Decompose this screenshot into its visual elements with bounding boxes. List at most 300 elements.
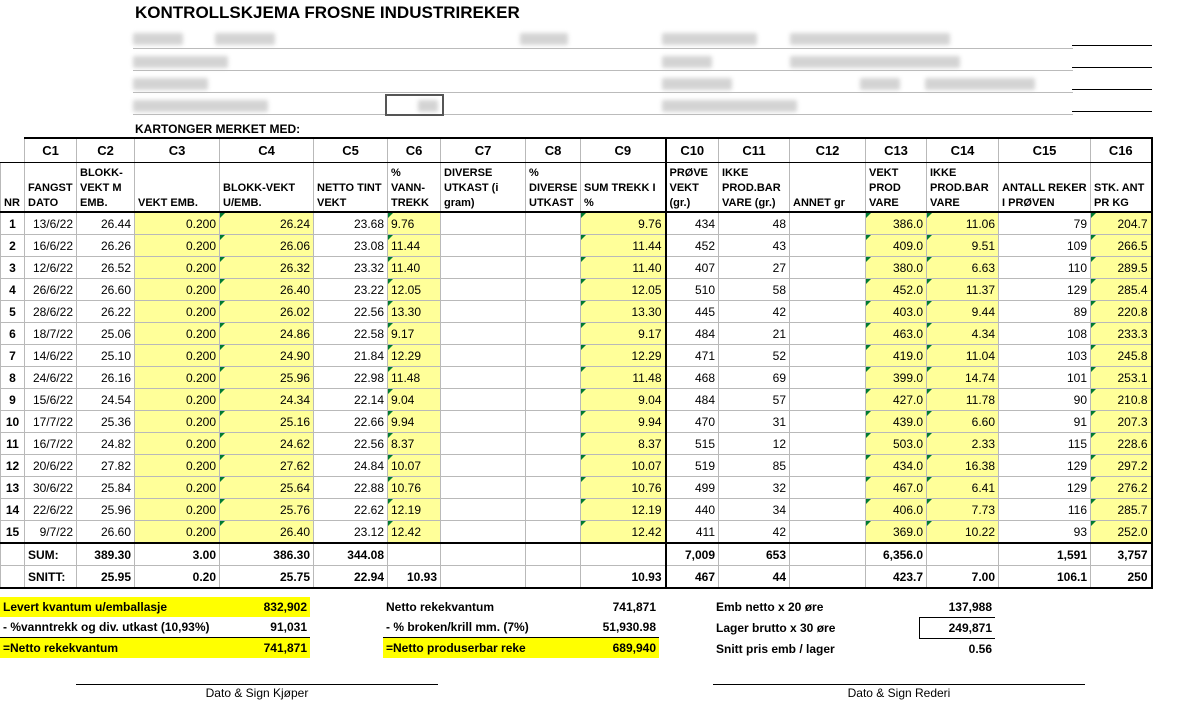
- cell-c4: 24.90: [220, 345, 314, 367]
- table-row: [1, 477, 1152, 499]
- cell-c15: 1,591: [999, 543, 1091, 566]
- sign-line-buyer: [76, 684, 438, 685]
- cell-c2: 389.30: [77, 543, 135, 566]
- header-sum-trekk: SUM TREKK I %: [581, 163, 666, 213]
- header-diverse-utkast: DIVERSE UTKAST (i gram): [441, 163, 526, 213]
- cell-c1: 22/6/22: [25, 499, 77, 521]
- table-row: [1, 389, 1152, 411]
- cell-c12: [790, 477, 866, 499]
- cell-c3: 0.200: [135, 212, 220, 235]
- summary-value: 741,871: [226, 638, 310, 659]
- cell-c16: 276.2: [1091, 477, 1152, 499]
- cell-c11: 43: [719, 235, 790, 257]
- row-number: 10: [1, 411, 25, 433]
- cell-c13: 409.0: [866, 235, 927, 257]
- cell-c14: 6.63: [927, 257, 999, 279]
- cell-c13: 463.0: [866, 323, 927, 345]
- cell-c15: 129: [999, 279, 1091, 301]
- cell-c8: [526, 455, 581, 477]
- summary-label: Emb netto x 20 øre: [716, 600, 824, 615]
- cell-c15: 101: [999, 367, 1091, 389]
- cell-c7: [441, 433, 526, 455]
- header-blokkvekt-u-emb: BLOKK-VEKT U/EMB.: [220, 163, 314, 213]
- table-row: [1, 235, 1152, 257]
- cell-c1: SNITT:: [25, 566, 77, 589]
- cell-c14: 11.78: [927, 389, 999, 411]
- cell-c3: 0.200: [135, 521, 220, 544]
- cell-c1: 16/6/22: [25, 235, 77, 257]
- cell-c1: 26/6/22: [25, 279, 77, 301]
- cell-c7: [441, 279, 526, 301]
- cell-c11: 34: [719, 499, 790, 521]
- cell-c1: 17/7/22: [25, 411, 77, 433]
- cell-c3: 0.200: [135, 477, 220, 499]
- cell-c13: 6,356.0: [866, 543, 927, 566]
- cell-c7: [441, 345, 526, 367]
- cell-c8: [526, 257, 581, 279]
- cell-c4: 25.75: [220, 566, 314, 589]
- cell-c9: 10.76: [581, 477, 666, 499]
- cell-c5: 23.68: [314, 212, 388, 235]
- header-netto-tint-vekt: NETTO TINT VEKT: [314, 163, 388, 213]
- cell-c11: 44: [719, 566, 790, 589]
- col-code: C13: [866, 138, 927, 163]
- cell-c10: 445: [666, 301, 719, 323]
- cell-c7: [441, 257, 526, 279]
- summary-label: Snitt pris emb / lager: [716, 641, 835, 656]
- cell-c13: 452.0: [866, 279, 927, 301]
- cell-c2: 26.22: [77, 301, 135, 323]
- cell-c2: 24.82: [77, 433, 135, 455]
- row-number: 14: [1, 499, 25, 521]
- cell-c4: 24.86: [220, 323, 314, 345]
- cell-c16: 245.8: [1091, 345, 1152, 367]
- cell-c14: 14.74: [927, 367, 999, 389]
- cell-c6: 9.76: [388, 212, 441, 235]
- col-code: C11: [719, 138, 790, 163]
- table-row: [1, 433, 1152, 455]
- sign-line-shipowner: [713, 684, 1085, 685]
- cell-c12: [790, 301, 866, 323]
- cell-c1: 20/6/22: [25, 455, 77, 477]
- cell-c4: 27.62: [220, 455, 314, 477]
- cell-c12: [790, 367, 866, 389]
- cell-c3: 0.200: [135, 367, 220, 389]
- col-code: C1: [25, 138, 77, 163]
- cell-c12: [790, 323, 866, 345]
- cell-c5: 23.08: [314, 235, 388, 257]
- cartons-marked-label: KARTONGER MERKET MED:: [135, 122, 301, 136]
- cell-c15: 106.1: [999, 566, 1091, 589]
- cell-c6: 11.40: [388, 257, 441, 279]
- cell-c11: 31: [719, 411, 790, 433]
- cell-c13: 423.7: [866, 566, 927, 589]
- cell-c16: 207.3: [1091, 411, 1152, 433]
- cell-c10: 484: [666, 323, 719, 345]
- summary-label: Lager brutto x 30 øre: [716, 621, 836, 635]
- cell-c12: [790, 566, 866, 589]
- col-code: C10: [666, 138, 719, 163]
- cell-c9: 8.37: [581, 433, 666, 455]
- table-row: [1, 323, 1152, 345]
- cell-c8: [526, 499, 581, 521]
- cell-c13: 386.0: [866, 212, 927, 235]
- sign-shipowner-label: Dato & Sign Rederi: [847, 686, 951, 700]
- cell-c5: 22.98: [314, 367, 388, 389]
- cell-c12: [790, 257, 866, 279]
- cell-c1: 28/6/22: [25, 301, 77, 323]
- table-row: [1, 212, 1152, 235]
- row-number: 13: [1, 477, 25, 499]
- page-title: KONTROLLSKJEMA FROSNE INDUSTRIREKER: [135, 3, 520, 22]
- col-code: C6: [388, 138, 441, 163]
- average-row: [1, 566, 1152, 589]
- cell-c12: [790, 455, 866, 477]
- cell-c12: [790, 389, 866, 411]
- header-blokkvekt-m-emb: BLOKK-VEKT M EMB.: [77, 163, 135, 213]
- cell-c16: 233.3: [1091, 323, 1152, 345]
- cell-c15: 109: [999, 235, 1091, 257]
- cell-c10: 471: [666, 345, 719, 367]
- cell-c5: 344.08: [314, 543, 388, 566]
- cell-c6: [388, 543, 441, 566]
- summary-label: =Netto produserbar reke: [383, 638, 569, 659]
- cell-c13: 399.0: [866, 367, 927, 389]
- cell-c11: 48: [719, 212, 790, 235]
- control-table: [0, 137, 1153, 589]
- cell-c8: [526, 301, 581, 323]
- cell-c8: [526, 566, 581, 589]
- cell-c1: SUM:: [25, 543, 77, 566]
- row-number: 2: [1, 235, 25, 257]
- table-row: [1, 345, 1152, 367]
- cell-c2: 25.95: [77, 566, 135, 589]
- header-ikke-prodbar-vare: IKKE PROD.BAR VARE: [927, 163, 999, 213]
- cell-c9: 12.05: [581, 279, 666, 301]
- column-header-row: [1, 163, 1152, 213]
- cell-c2: 26.44: [77, 212, 135, 235]
- cell-c2: 25.84: [77, 477, 135, 499]
- cell-c9: 9.76: [581, 212, 666, 235]
- summary-value: 741,871: [612, 600, 656, 614]
- table-row: [1, 499, 1152, 521]
- cell-c15: 108: [999, 323, 1091, 345]
- cell-c8: [526, 411, 581, 433]
- cell-c2: 25.96: [77, 499, 135, 521]
- cell-c1: 12/6/22: [25, 257, 77, 279]
- header-vekt-prod-vare: VEKT PROD VARE: [866, 163, 927, 213]
- cell-c9: 11.44: [581, 235, 666, 257]
- summary-right: [713, 597, 995, 659]
- row-number: 15: [1, 521, 25, 544]
- cell-c16: 289.5: [1091, 257, 1152, 279]
- cell-c2: 25.06: [77, 323, 135, 345]
- header-fangst-dato: FANGST DATO: [25, 163, 77, 213]
- header-ikke-prodbar-gr: IKKE PROD.BAR VARE (gr.): [719, 163, 790, 213]
- summary-mid: [383, 597, 659, 658]
- cell-c9: [581, 543, 666, 566]
- cell-c13: 467.0: [866, 477, 927, 499]
- cell-c7: [441, 499, 526, 521]
- cell-c8: [526, 235, 581, 257]
- cell-c13: 503.0: [866, 433, 927, 455]
- cell-c6: 9.04: [388, 389, 441, 411]
- header-pct-diverse-utkast: % DIVERSE UTKAST: [526, 163, 581, 213]
- cell-c5: 22.94: [314, 566, 388, 589]
- cell-c1: 18/7/22: [25, 323, 77, 345]
- cell-c4: 26.02: [220, 301, 314, 323]
- cell-c16: 228.6: [1091, 433, 1152, 455]
- cell-c12: [790, 279, 866, 301]
- cell-c3: 0.200: [135, 301, 220, 323]
- cell-c8: [526, 543, 581, 566]
- cell-c12: [790, 212, 866, 235]
- cell-c16: 252.0: [1091, 521, 1152, 544]
- sign-buyer-label: Dato & Sign Kjøper: [205, 686, 309, 700]
- cell-c3: 0.200: [135, 433, 220, 455]
- cell-c9: 9.04: [581, 389, 666, 411]
- cell-c6: 9.17: [388, 323, 441, 345]
- cell-c4: 26.06: [220, 235, 314, 257]
- cell-c16: 204.7: [1091, 212, 1152, 235]
- cell-c8: [526, 521, 581, 544]
- cell-c16: 220.8: [1091, 301, 1152, 323]
- summary-value: 0.56: [968, 642, 992, 656]
- cell-c10: 411: [666, 521, 719, 544]
- cell-c8: [526, 389, 581, 411]
- cell-c7: [441, 367, 526, 389]
- cell-c4: 26.40: [220, 279, 314, 301]
- cell-c6: 11.44: [388, 235, 441, 257]
- col-code: C14: [927, 138, 999, 163]
- cell-c1: 30/6/22: [25, 477, 77, 499]
- row-number: [1, 543, 25, 566]
- cell-c10: 499: [666, 477, 719, 499]
- cell-c14: [927, 543, 999, 566]
- cell-c7: [441, 389, 526, 411]
- cell-c13: 403.0: [866, 301, 927, 323]
- cell-c15: 91: [999, 411, 1091, 433]
- cell-c9: 12.42: [581, 521, 666, 544]
- cell-c3: 0.200: [135, 499, 220, 521]
- cell-c6: 12.19: [388, 499, 441, 521]
- header-prove-vekt: PRØVE VEKT (gr.): [666, 163, 719, 213]
- cell-c3: 0.200: [135, 279, 220, 301]
- row-number: 9: [1, 389, 25, 411]
- row-number: 3: [1, 257, 25, 279]
- cell-c6: 12.42: [388, 521, 441, 544]
- cell-c3: 0.200: [135, 389, 220, 411]
- summary-label: - %vanntrekk og div. utkast (10,93%): [0, 617, 226, 638]
- cell-c11: 653: [719, 543, 790, 566]
- row-number: 8: [1, 367, 25, 389]
- cell-c14: 16.38: [927, 455, 999, 477]
- cell-c16: 3,757: [1091, 543, 1152, 566]
- cell-c2: 26.26: [77, 235, 135, 257]
- cell-c1: 15/6/22: [25, 389, 77, 411]
- cell-c7: [441, 455, 526, 477]
- cell-c4: 25.16: [220, 411, 314, 433]
- cell-c4: 26.24: [220, 212, 314, 235]
- col-code: C7: [441, 138, 526, 163]
- cell-c13: 369.0: [866, 521, 927, 544]
- cell-c1: 24/6/22: [25, 367, 77, 389]
- cell-c5: 22.56: [314, 433, 388, 455]
- cell-c12: [790, 543, 866, 566]
- cell-c16: 210.8: [1091, 389, 1152, 411]
- cell-c9: 10.93: [581, 566, 666, 589]
- cell-c10: 519: [666, 455, 719, 477]
- col-code: C5: [314, 138, 388, 163]
- cell-c2: 26.60: [77, 521, 135, 544]
- cell-c1: 16/7/22: [25, 433, 77, 455]
- cell-c3: 0.200: [135, 257, 220, 279]
- summary-left: [0, 597, 310, 658]
- cell-c9: 11.40: [581, 257, 666, 279]
- summary-value: 249,871: [919, 618, 995, 639]
- cell-c12: [790, 411, 866, 433]
- cell-c15: 116: [999, 499, 1091, 521]
- cell-c11: 27: [719, 257, 790, 279]
- cell-c6: 10.76: [388, 477, 441, 499]
- cell-c5: 22.58: [314, 323, 388, 345]
- cell-c10: 440: [666, 499, 719, 521]
- summary-label: Netto rekekvantum: [386, 600, 495, 614]
- cell-c14: 11.37: [927, 279, 999, 301]
- cell-c10: 470: [666, 411, 719, 433]
- cell-c16: 285.7: [1091, 499, 1152, 521]
- cell-c6: 10.93: [388, 566, 441, 589]
- cell-c3: 0.200: [135, 411, 220, 433]
- cell-c5: 23.12: [314, 521, 388, 544]
- cell-c14: 4.34: [927, 323, 999, 345]
- row-number: 5: [1, 301, 25, 323]
- sum-row: [1, 543, 1152, 566]
- cell-c16: 297.2: [1091, 455, 1152, 477]
- cell-c13: 406.0: [866, 499, 927, 521]
- cell-c13: 427.0: [866, 389, 927, 411]
- cell-c11: 42: [719, 521, 790, 544]
- col-code: C4: [220, 138, 314, 163]
- cell-c3: 0.200: [135, 455, 220, 477]
- cell-c4: 24.34: [220, 389, 314, 411]
- header-nr: NR: [1, 163, 25, 213]
- cell-c5: 22.14: [314, 389, 388, 411]
- cell-c12: [790, 433, 866, 455]
- cell-c15: 129: [999, 455, 1091, 477]
- cell-c11: 12: [719, 433, 790, 455]
- col-code: C2: [77, 138, 135, 163]
- table-row: [1, 521, 1152, 544]
- cell-c10: 7,009: [666, 543, 719, 566]
- cell-c16: 250: [1091, 566, 1152, 589]
- cell-c10: 484: [666, 389, 719, 411]
- cell-c15: 115: [999, 433, 1091, 455]
- cell-c4: 24.62: [220, 433, 314, 455]
- row-number: 1: [1, 212, 25, 235]
- cell-c2: 25.36: [77, 411, 135, 433]
- header-antall-reker: ANTALL REKER I PRØVEN: [999, 163, 1091, 213]
- col-code: C9: [581, 138, 666, 163]
- cell-c9: 9.94: [581, 411, 666, 433]
- cell-c7: [441, 212, 526, 235]
- cell-c2: 26.16: [77, 367, 135, 389]
- cell-c5: 22.66: [314, 411, 388, 433]
- cell-c8: [526, 367, 581, 389]
- row-number: 6: [1, 323, 25, 345]
- cell-c9: 11.48: [581, 367, 666, 389]
- cell-c5: 21.84: [314, 345, 388, 367]
- row-number: 11: [1, 433, 25, 455]
- col-code: C15: [999, 138, 1091, 163]
- cell-c1: 13/6/22: [25, 212, 77, 235]
- cell-c7: [441, 521, 526, 544]
- cell-c8: [526, 345, 581, 367]
- summary-label: =Netto rekekvantum: [0, 638, 226, 659]
- cell-c14: 9.51: [927, 235, 999, 257]
- cell-c3: 0.200: [135, 235, 220, 257]
- cell-c12: [790, 521, 866, 544]
- cell-c2: 24.54: [77, 389, 135, 411]
- row-number: 7: [1, 345, 25, 367]
- cell-c4: 25.76: [220, 499, 314, 521]
- cell-c5: 24.84: [314, 455, 388, 477]
- cell-c14: 7.73: [927, 499, 999, 521]
- cell-c10: 434: [666, 212, 719, 235]
- cell-c14: 7.00: [927, 566, 999, 589]
- table-row: [1, 279, 1152, 301]
- cell-c9: 13.30: [581, 301, 666, 323]
- row-number: 12: [1, 455, 25, 477]
- cell-c6: 12.05: [388, 279, 441, 301]
- summary-value: 91,031: [226, 617, 310, 638]
- cell-c5: 22.88: [314, 477, 388, 499]
- cell-c6: 13.30: [388, 301, 441, 323]
- column-code-row: [1, 138, 1152, 163]
- cell-c15: 90: [999, 389, 1091, 411]
- cell-c8: [526, 433, 581, 455]
- cell-c14: 2.33: [927, 433, 999, 455]
- col-code: C3: [135, 138, 220, 163]
- cell-c15: 89: [999, 301, 1091, 323]
- cell-c4: 26.32: [220, 257, 314, 279]
- cell-c4: 386.30: [220, 543, 314, 566]
- cell-c9: 12.19: [581, 499, 666, 521]
- cell-c10: 467: [666, 566, 719, 589]
- cell-c7: [441, 323, 526, 345]
- cell-c6: 10.07: [388, 455, 441, 477]
- cell-c5: 23.32: [314, 257, 388, 279]
- cell-c4: 25.64: [220, 477, 314, 499]
- cell-c12: [790, 345, 866, 367]
- cell-c2: 27.82: [77, 455, 135, 477]
- summary-value: 832,902: [226, 597, 310, 617]
- table-row: [1, 367, 1152, 389]
- cell-c7: [441, 301, 526, 323]
- cell-c16: 266.5: [1091, 235, 1152, 257]
- cell-c12: [790, 499, 866, 521]
- cell-c6: 9.94: [388, 411, 441, 433]
- cell-c13: 419.0: [866, 345, 927, 367]
- cell-c12: [790, 235, 866, 257]
- cell-c10: 407: [666, 257, 719, 279]
- col-code: C8: [526, 138, 581, 163]
- cell-c11: 52: [719, 345, 790, 367]
- cell-c8: [526, 212, 581, 235]
- cell-c3: 3.00: [135, 543, 220, 566]
- col-code: C12: [790, 138, 866, 163]
- cell-c1: 14/6/22: [25, 345, 77, 367]
